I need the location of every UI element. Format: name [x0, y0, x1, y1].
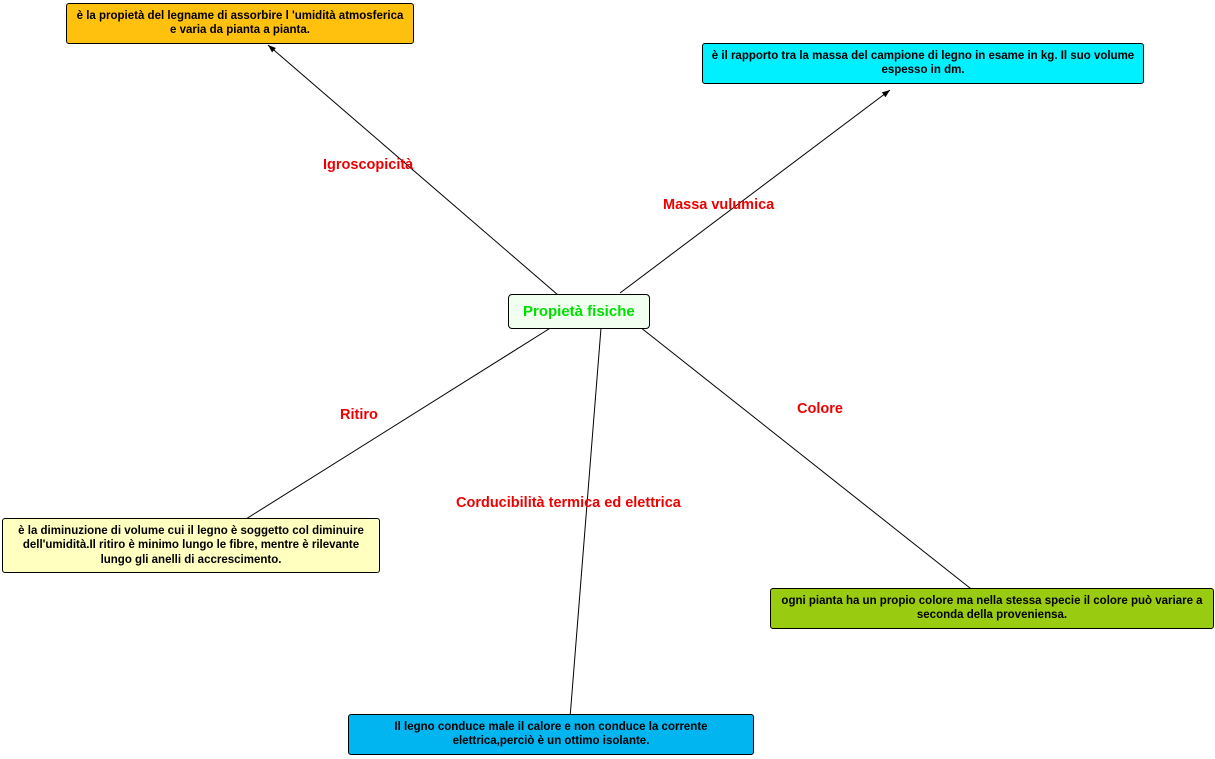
node-ritiro-description[interactable]: è la diminuzione di volume cui il legno è soggetto col diminuire dell'umidità.Il ritiro è minimo lungo le fibre, mentre è rilevante lungo gli anelli di accrescimento. — [2, 518, 380, 573]
node-igroscopicita-description[interactable]: è la propietà del legname di assorbire l 'umidità atmosferica e varia da pianta a pianta. — [66, 3, 414, 44]
node-colore-description[interactable]: ogni pianta ha un propio colore ma nella stessa specie il colore può variare a seconda della proveniensa. — [770, 588, 1214, 629]
node-massa-vulumica-description[interactable]: è il rapporto tra la massa del campione di legno in esame in kg. Il suo volume espesso in dm. — [702, 43, 1144, 84]
connector-corducibilita — [570, 328, 601, 718]
central-node[interactable]: Propietà fisiche — [508, 294, 650, 329]
edge-label-colore: Colore — [797, 401, 843, 417]
edge-label-ritiro: Ritiro — [340, 407, 378, 423]
connector-colore — [640, 327, 975, 592]
edge-label-igroscopicita: Igroscopicità — [323, 157, 414, 173]
connector-massa-vulumica — [620, 90, 890, 293]
edge-label-corducibilita: Corducibilità termica ed elettrica — [456, 495, 681, 511]
edge-label-massa-vulumica: Massa vulumica — [663, 197, 775, 213]
node-corducibilita-description[interactable]: Il legno conduce male il calore e non conduce la corrente elettrica,perciò è un ottimo isolante. — [348, 714, 754, 755]
